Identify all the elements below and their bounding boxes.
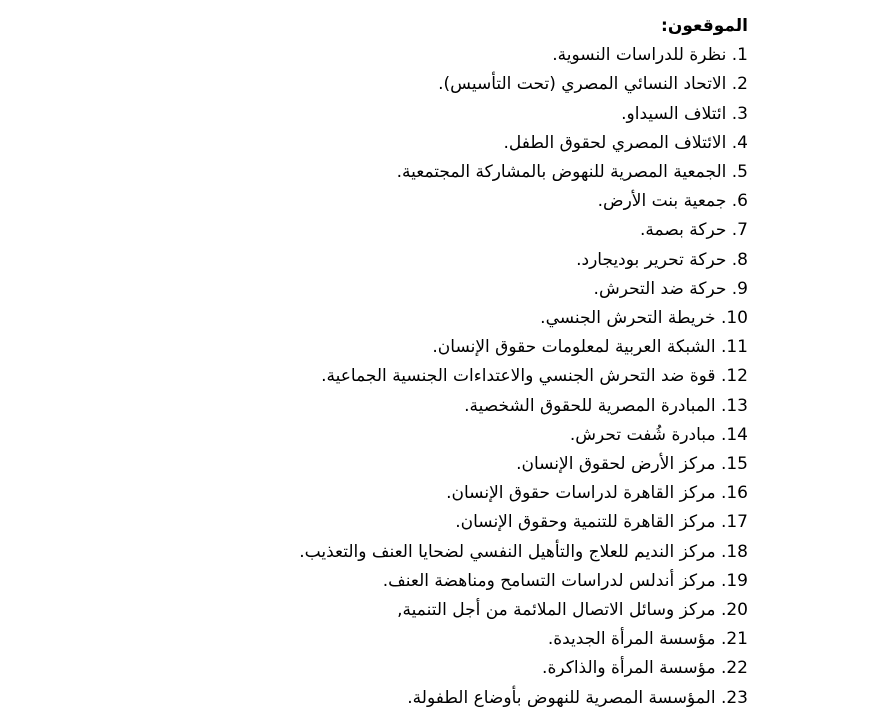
list-item: 22. مؤسسة المرأة والذاكرة. xyxy=(542,658,748,679)
list-item: 7. حركة بصمة. xyxy=(640,220,748,241)
list-item: 4. الائتلاف المصري لحقوق الطفل. xyxy=(503,132,748,153)
page-title: الموقعون: xyxy=(661,16,748,36)
list-item: 9. حركة ضد التحرش. xyxy=(593,278,748,299)
list-item: 16. مركز القاهرة لدراسات حقوق الإنسان. xyxy=(446,483,748,504)
list-item: 2. الاتحاد النسائي المصري (تحت التأسيس). xyxy=(438,74,748,95)
signatories-list xyxy=(30,41,748,713)
list-item: 6. جمعية بنت الأرض. xyxy=(597,191,748,212)
list-item: 18. مركز النديم للعلاج والتأهيل النفسي لضحايا العنف والتعذيب. xyxy=(299,541,748,562)
list-item: 11. الشبكة العربية لمعلومات حقوق الإنسان. xyxy=(432,337,748,358)
list-item: 1. نظرة للدراسات النسوية. xyxy=(552,45,748,66)
list-item: 13. المبادرة المصرية للحقوق الشخصية. xyxy=(464,395,748,416)
list-item: 21. مؤسسة المرأة الجديدة. xyxy=(547,629,748,650)
list-item: 5. الجمعية المصرية للنهوض بالمشاركة المجتمعية. xyxy=(396,162,748,183)
list-item: 15. مركز الأرض لحقوق الإنسان. xyxy=(516,454,748,475)
list-item: 12. قوة ضد التحرش الجنسي والاعتداءات الجنسية الجماعية. xyxy=(321,366,748,387)
list-item: 20. مركز وسائل الاتصال الملائمة من أجل التنمية, xyxy=(397,600,748,621)
list-item: 3. ائتلاف السيداو. xyxy=(621,103,748,124)
list-item: 23. المؤسسة المصرية للنهوض بأوضاع الطفولة. xyxy=(407,687,748,708)
list-item: 8. حركة تحرير بوديجارد. xyxy=(576,249,748,270)
list-item: 17. مركز القاهرة للتنمية وحقوق الإنسان. xyxy=(455,512,748,533)
list-item: 19. مركز أندلس لدراسات التسامح ومناهضة العنف. xyxy=(382,570,748,591)
list-item: 14. مبادرة شُفت تحرش. xyxy=(569,424,748,445)
list-item: 10. خريطة التحرش الجنسي. xyxy=(540,308,748,329)
